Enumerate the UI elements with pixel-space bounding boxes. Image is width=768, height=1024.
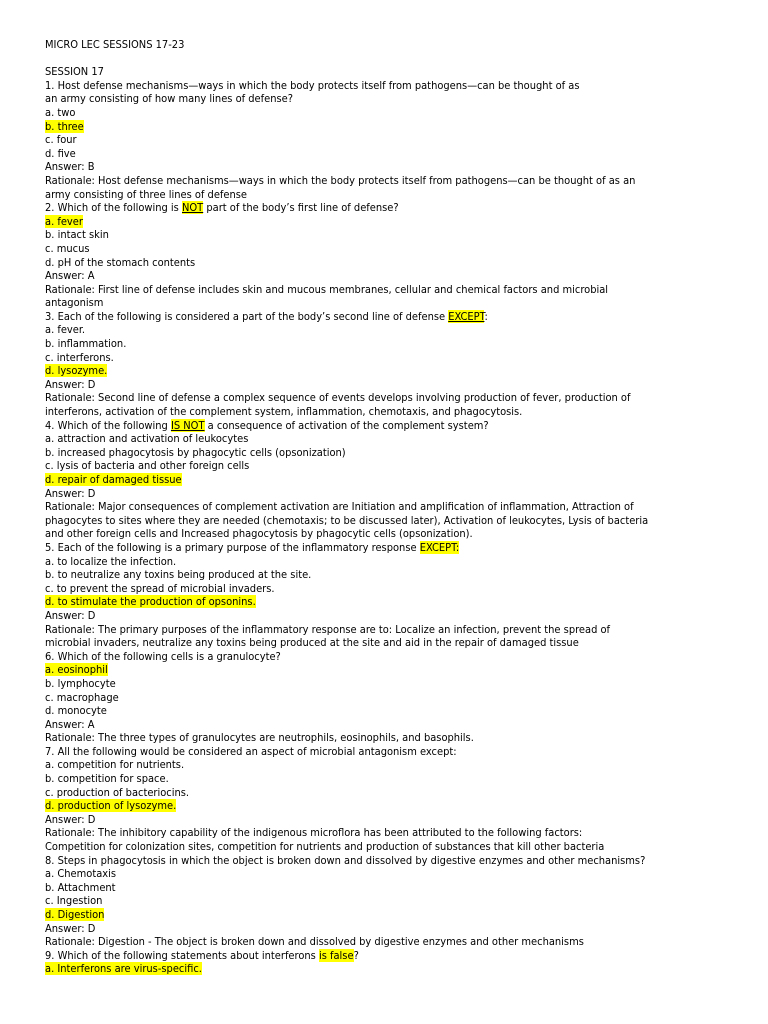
text-segment: Rationale: Digestion - The object is broken down and dissolved by digestive enzymes and other mechanisms <box>45 935 584 949</box>
text-line <box>45 541 738 555</box>
text-line <box>45 473 738 487</box>
text-line <box>45 147 738 161</box>
text-segment: b. increased phagocytosis by phagocytic cells (opsonization) <box>45 445 346 459</box>
text-line <box>45 188 738 202</box>
text-segment: c. Ingestion <box>45 894 103 908</box>
text-segment: b. inflammation. <box>45 337 127 351</box>
text-segment: phagocytes to sites where they are needed (chemotaxis; to be discussed later), Activation of leukocytes, Lysis of bacteria <box>45 513 649 527</box>
text-segment: a. fever. <box>45 323 86 337</box>
text-line <box>45 922 738 936</box>
text-segment: Rationale: The primary purposes of the inflammatory response are to: Localize an infection, prevent the spread of <box>45 622 611 636</box>
text-segment: 7. All the following would be considered an aspect of microbial antagonism except: <box>45 744 457 758</box>
text-line <box>45 949 738 963</box>
text-segment: 2. Which of the following is <box>45 201 182 215</box>
text-segment: Rationale: First line of defense includes skin and mucous membranes, cellular and chemical factors and microbial <box>45 282 609 296</box>
text-line <box>45 79 738 93</box>
text-line <box>45 691 738 705</box>
highlighted-text: IS NOT <box>170 418 205 432</box>
highlighted-text: EXCEPT: <box>419 540 460 554</box>
text-segment: c. mucus <box>45 241 90 255</box>
text-segment: Answer: B <box>45 160 95 174</box>
text-segment: 8. Steps in phagocytosis in which the object is broken down and dissolved by digestive enzymes and other mechanisms? <box>45 853 646 867</box>
text-segment: d. monocyte <box>45 704 107 718</box>
text-line <box>45 405 738 419</box>
text-line <box>45 487 738 501</box>
text-line <box>45 174 738 188</box>
highlighted-text: d. to stimulate the production of opsonins. <box>45 595 256 609</box>
text-line <box>45 568 738 582</box>
text-line <box>45 351 738 365</box>
text-segment: a. to localize the infection. <box>45 554 177 568</box>
text-line <box>45 663 738 677</box>
text-segment: 3. Each of the following is considered a part of the body’s second line of defense <box>45 309 449 323</box>
text-line <box>45 65 738 79</box>
text-segment: antagonism <box>45 296 104 310</box>
text-line <box>45 432 738 446</box>
text-line <box>45 106 738 120</box>
text-line <box>45 92 738 106</box>
text-line <box>45 242 738 256</box>
text-line <box>45 446 738 460</box>
text-segment: Answer: D <box>45 812 96 826</box>
highlighted-text: d. production of lysozyme. <box>45 799 177 813</box>
text-line <box>45 894 738 908</box>
text-line <box>45 514 738 528</box>
text-line <box>45 854 738 868</box>
text-segment: b. lymphocyte <box>45 676 116 690</box>
text-segment: SESSION 17 <box>45 65 104 79</box>
text-line <box>45 826 738 840</box>
highlighted-text: a. Interferons are virus-specific. <box>45 962 202 976</box>
text-line <box>45 228 738 242</box>
highlighted-text: d. repair of damaged tissue <box>45 473 182 486</box>
text-segment: a consequence of activation of the complement system? <box>204 418 489 432</box>
text-segment: b. competition for space. <box>45 772 169 786</box>
text-line <box>45 677 738 691</box>
text-segment: Rationale: Major consequences of complement activation are Initiation and amplification of inflammation, Attraction of <box>45 500 634 514</box>
text-line <box>45 813 738 827</box>
text-line <box>45 731 738 745</box>
highlighted-text: d. lysozyme. <box>45 364 108 378</box>
text-segment: Rationale: Host defense mechanisms—ways in which the body protects itself from pathogens—can be thought of as an <box>45 173 636 187</box>
text-line <box>45 419 738 433</box>
text-segment: 6. Which of the following cells is a granulocyte? <box>45 649 281 663</box>
text-line <box>45 160 738 174</box>
text-segment: ? <box>353 948 359 962</box>
text-segment: a. competition for nutrients. <box>45 758 185 772</box>
text-segment: c. four <box>45 133 77 147</box>
text-line <box>45 745 738 759</box>
text-line <box>45 758 738 772</box>
text-line <box>45 786 738 800</box>
highlighted-text: EXCEPT <box>448 309 485 323</box>
text-line <box>45 378 738 392</box>
text-line <box>45 881 738 895</box>
text-line <box>45 799 738 813</box>
text-line <box>45 215 738 229</box>
text-segment: Answer: D <box>45 377 96 391</box>
text-segment: 1. Host defense mechanisms—ways in which the body protects itself from pathogens—can be thought of as <box>45 78 580 92</box>
text-segment: Answer: A <box>45 717 95 731</box>
text-segment: Rationale: The inhibitory capability of the indigenous microflora has been attributed to the following factors: <box>45 826 583 840</box>
text-segment: Rationale: The three types of granulocytes are neutrophils, eosinophils, and basophils. <box>45 731 474 745</box>
text-line <box>45 962 738 976</box>
text-segment: part of the body’s first line of defense? <box>203 201 399 215</box>
text-line <box>45 595 738 609</box>
text-line <box>45 391 738 405</box>
text-segment: 5. Each of the following is a primary purpose of the inflammatory response <box>45 540 420 554</box>
text-segment: b. to neutralize any toxins being produced at the site. <box>45 568 312 582</box>
text-line <box>45 555 738 569</box>
text-line <box>45 323 738 337</box>
text-line <box>45 623 738 637</box>
text-line <box>45 120 738 134</box>
text-segment: Competition for colonization sites, competition for nutrients and production of substances that kill other bacteria <box>45 840 605 854</box>
text-segment: 9. Which of the following statements about interferons <box>45 948 319 962</box>
text-line <box>45 704 738 718</box>
text-line <box>45 269 738 283</box>
text-line <box>45 527 738 541</box>
text-segment: : <box>484 309 488 323</box>
text-line <box>45 650 738 664</box>
text-segment: a. two <box>45 105 76 119</box>
text-segment: an army consisting of how many lines of defense? <box>45 92 293 106</box>
text-line <box>45 201 738 215</box>
text-segment: c. interferons. <box>45 350 114 364</box>
highlighted-text: d. Digestion <box>45 908 105 921</box>
text-line <box>45 867 738 881</box>
highlighted-text: is false <box>318 948 354 962</box>
text-line <box>45 459 738 473</box>
text-segment: Answer: A <box>45 269 95 283</box>
text-segment: and other foreign cells and Increased phagocytosis by phagocytic cells (opsonization). <box>45 527 473 541</box>
text-segment: Answer: D <box>45 608 96 622</box>
text-line <box>45 935 738 949</box>
text-segment: microbial invaders, neutralize any toxins being produced at the site and aid in the repair of damaged tissue <box>45 636 579 650</box>
text-segment: Rationale: Second line of defense a complex sequence of events develops involving production of fever, production of <box>45 391 631 405</box>
text-line <box>45 908 738 922</box>
text-segment: c. production of bacteriocins. <box>45 785 190 799</box>
text-line <box>45 283 738 297</box>
text-segment: Answer: D <box>45 921 96 935</box>
document-title: MICRO LEC SESSIONS 17-23 <box>45 38 185 51</box>
document-body <box>45 65 738 976</box>
highlighted-text: a. fever <box>45 214 83 228</box>
text-segment: c. to prevent the spread of microbial invaders. <box>45 581 275 595</box>
text-segment: a. attraction and activation of leukocytes <box>45 432 249 446</box>
text-segment: c. macrophage <box>45 690 119 704</box>
text-line <box>45 500 738 514</box>
text-line <box>45 337 738 351</box>
text-line <box>45 310 738 324</box>
highlighted-text: NOT <box>181 201 204 215</box>
text-segment: d. five <box>45 146 76 160</box>
text-segment: interferons, activation of the complement system, inflammation, chemotaxis, and phagocytosis. <box>45 405 523 419</box>
text-line <box>45 840 738 854</box>
text-segment: army consisting of three lines of defense <box>45 187 248 201</box>
text-line <box>45 582 738 596</box>
text-line <box>45 296 738 310</box>
text-line <box>45 718 738 732</box>
text-segment: c. lysis of bacteria and other foreign cells <box>45 459 250 473</box>
text-segment: Answer: D <box>45 486 96 500</box>
text-line <box>45 636 738 650</box>
text-segment: d. pH of the stomach contents <box>45 255 196 269</box>
text-segment: b. intact skin <box>45 228 109 242</box>
highlighted-text: a. eosinophil <box>45 663 108 677</box>
text-line <box>45 364 738 378</box>
text-line <box>45 256 738 270</box>
text-segment: a. Chemotaxis <box>45 867 117 881</box>
text-line <box>45 133 738 147</box>
text-line <box>45 772 738 786</box>
text-line <box>45 609 738 623</box>
text-segment: b. Attachment <box>45 880 116 894</box>
text-segment: 4. Which of the following <box>45 418 171 432</box>
highlighted-text: b. three <box>45 119 84 133</box>
